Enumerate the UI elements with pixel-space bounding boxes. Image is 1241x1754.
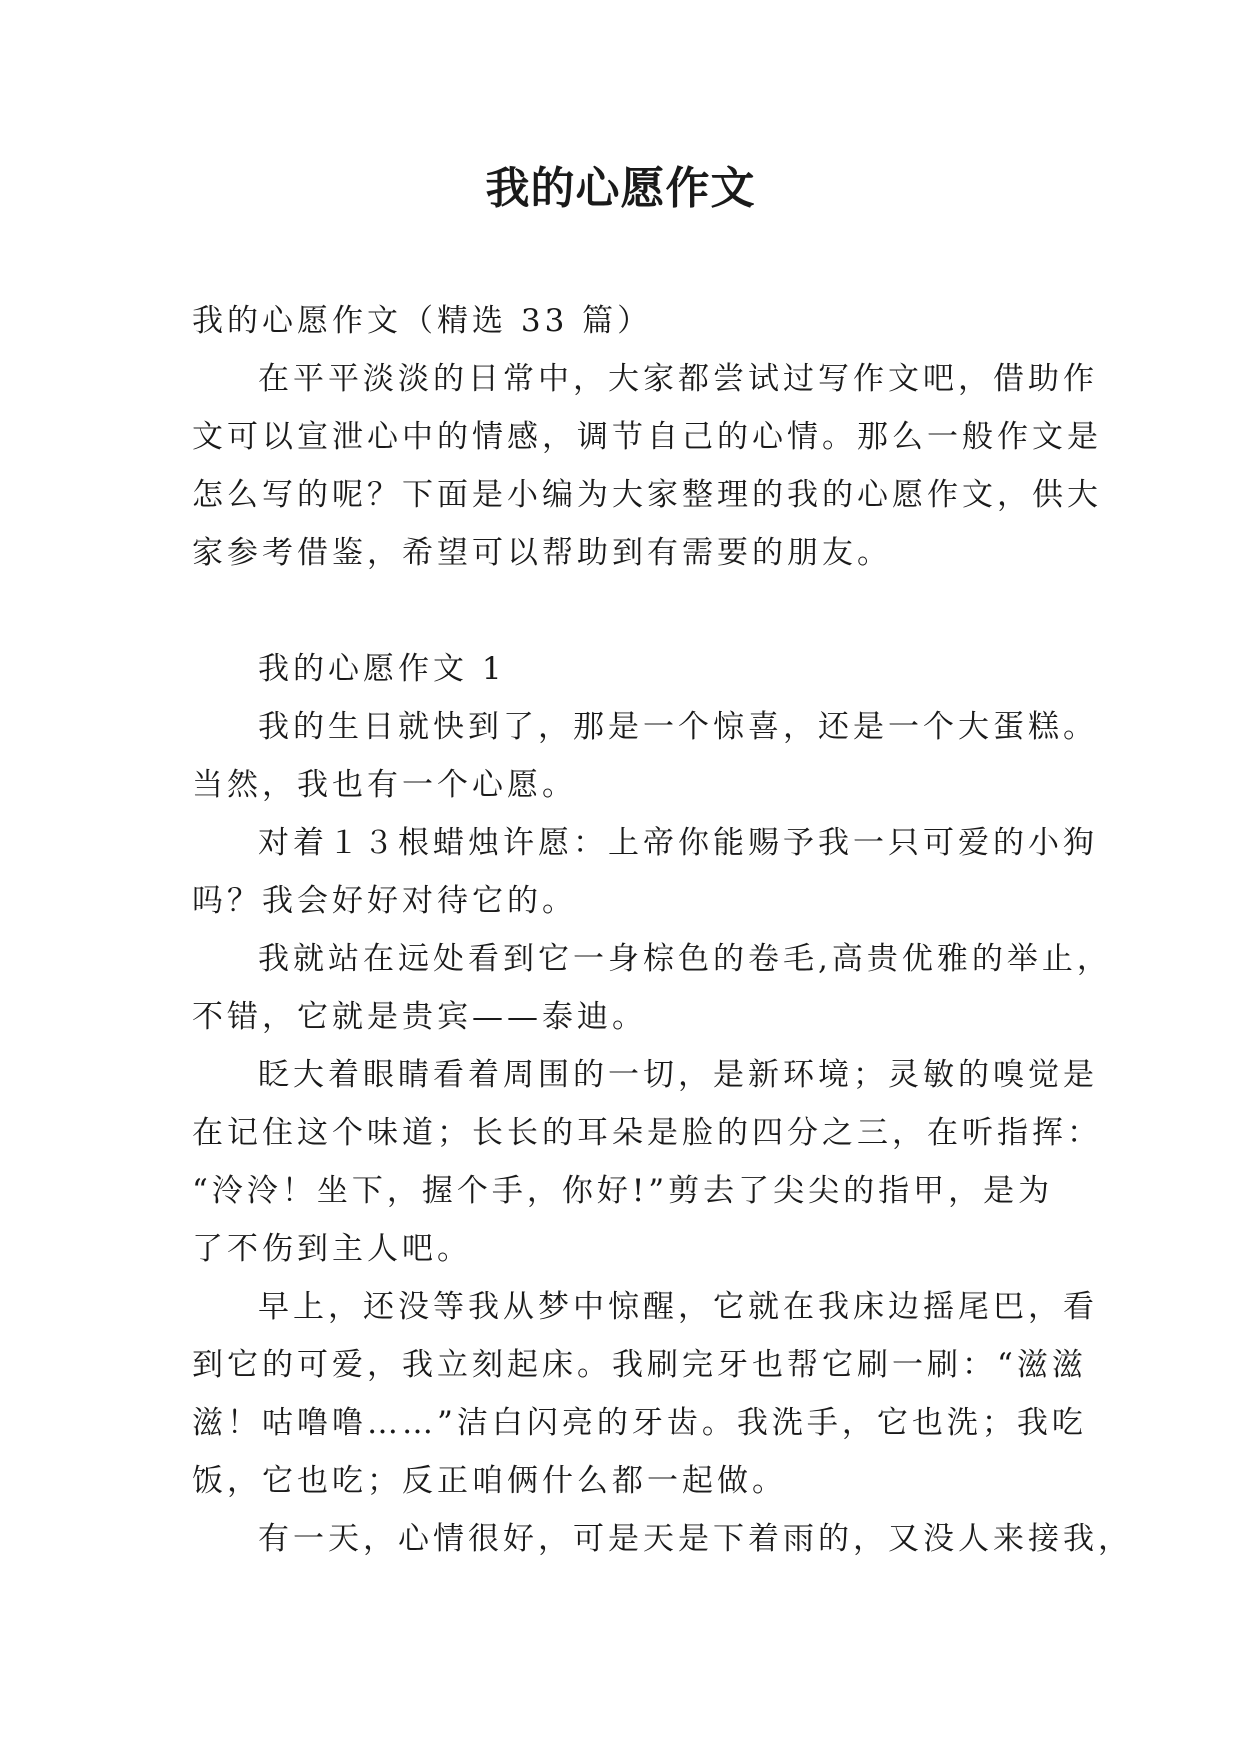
text-line: 怎么写的呢？下面是小编为大家整理的我的心愿作文，供大	[192, 477, 1102, 513]
text-line: “泠泠！坐下，握个手，你好!”剪去了尖尖的指甲，是为	[192, 1173, 1054, 1209]
text-line: 眨大着眼睛看着周围的一切，是新环境；灵敏的嗅觉是	[258, 1057, 1098, 1093]
text-line: 我的生日就快到了，那是一个惊喜，还是一个大蛋糕。	[258, 709, 1098, 745]
text-line: 在记住这个味道；长长的耳朵是脸的四分之三，在听指挥：	[192, 1115, 1102, 1151]
text-line: 家参考借鉴，希望可以帮助到有需要的朋友。	[192, 535, 892, 571]
text-line: 不错，它就是贵宾——泰迪。	[192, 999, 647, 1035]
text-line: 饭，它也吃；反正咱俩什么都一起做。	[192, 1463, 787, 1499]
page-title: 我的心愿作文	[485, 163, 756, 214]
text-line: 有一天，心情很好，可是天是下着雨的，又没人来接我，	[258, 1521, 1133, 1557]
text-line: 当然，我也有一个心愿。	[192, 767, 577, 803]
text-line: 我就站在远处看到它一身棕色的卷毛,高贵优雅的举止，	[258, 941, 1112, 977]
text-line: 早上，还没等我从梦中惊醒，它就在我床边摇尾巴，看	[258, 1289, 1098, 1325]
text-line: 我的心愿作文 1	[258, 651, 506, 687]
text-line: 我的心愿作文（精选 33 篇）	[192, 303, 653, 339]
paragraph-gap	[192, 582, 1062, 640]
article-body	[192, 292, 1133, 1568]
text-line: 文可以宣泄心中的情感，调节自己的心情。那么一般作文是	[192, 419, 1102, 455]
text-line: 滋！咕噜噜……”洁白闪亮的牙齿。我洗手，它也洗；我吃	[192, 1405, 1087, 1441]
text-line: 到它的可爱，我立刻起床。我刷完牙也帮它刷一刷：“滋滋	[192, 1347, 1087, 1383]
text-line: 对着１３根蜡烛许愿：上帝你能赐予我一只可爱的小狗	[258, 825, 1098, 861]
text-line: 吗？我会好好对待它的。	[192, 883, 577, 919]
text-line: 了不伤到主人吧。	[192, 1231, 472, 1267]
text-line: 在平平淡淡的日常中，大家都尝试过写作文吧，借助作	[258, 361, 1098, 397]
